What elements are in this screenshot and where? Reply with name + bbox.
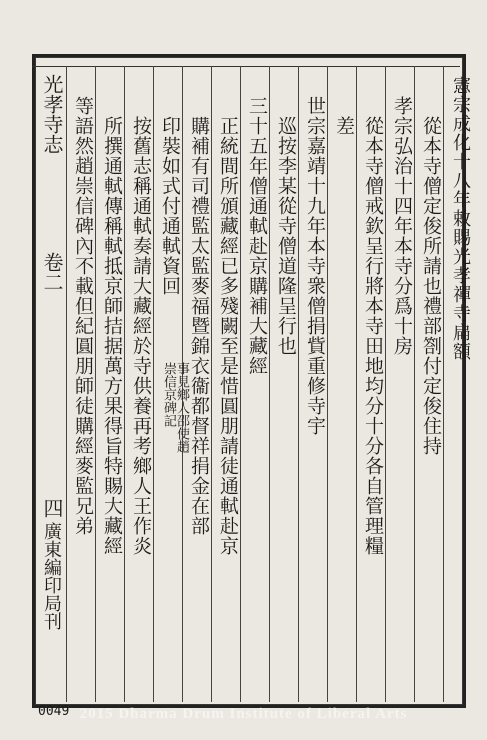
book-title: 光孝寺志 (40, 74, 64, 154)
text-column-2: 從本寺僧定俊所請也禮部劄付定俊住持 (420, 116, 442, 456)
text-column-1: 憲宗成化十八年敕賜光孝禪寺扁額 (450, 76, 471, 361)
text-column-12: 按舊志稱通軾奏請大藏經於寺供養再考鄉人王作炎 (130, 116, 152, 556)
text-column-8: 三十五年僧通軾赴京購補大藏經 (246, 96, 268, 376)
volume-label: 卷二 (40, 252, 64, 292)
header-rule (32, 66, 460, 67)
folio-number: 四 (40, 498, 64, 518)
page-number: 0049 (38, 704, 70, 719)
publisher-label: 廣東編印局刊 (41, 522, 62, 630)
text-column-10: 購補有司禮監太監麥福暨錦衣衞都督祥捐金在部 (188, 116, 210, 536)
spine-divider (66, 66, 67, 702)
text-column-6: 世宗嘉靖十九年本寺衆僧捐貲重修寺宇 (304, 96, 326, 436)
text-column-9: 正統間所頒藏經已多殘闕至是惜圓朋請徒通軾赴京 (217, 116, 239, 556)
inline-note-left: 崇信京碑記 (161, 362, 176, 427)
text-column-3: 孝宗弘治十四年本寺分爲十房 (391, 96, 413, 356)
watermark: 2015 Dharma Drum Institute of Liberal Arts (79, 706, 408, 722)
text-column-13: 所撰通軾傳稱軾抵京師拮据萬方果得旨特賜大藏經 (101, 116, 123, 556)
text-column-5: 差 (333, 116, 355, 136)
column-divider (356, 66, 357, 702)
text-column-7: 巡按李某從寺僧道隆呈行也 (275, 116, 297, 356)
text-column-4: 從本寺僧戒欽呈行將本寺田地均分十分各自管理糧 (362, 116, 384, 556)
text-column-11: 印裝如式付通軾資回 (159, 116, 181, 296)
text-column-14: 等語然趙崇信碑內不載但紀圓朋師徒購經麥監兄弟 (72, 96, 94, 536)
inline-note-right: 事見鄉人邵使趙 (174, 362, 189, 453)
